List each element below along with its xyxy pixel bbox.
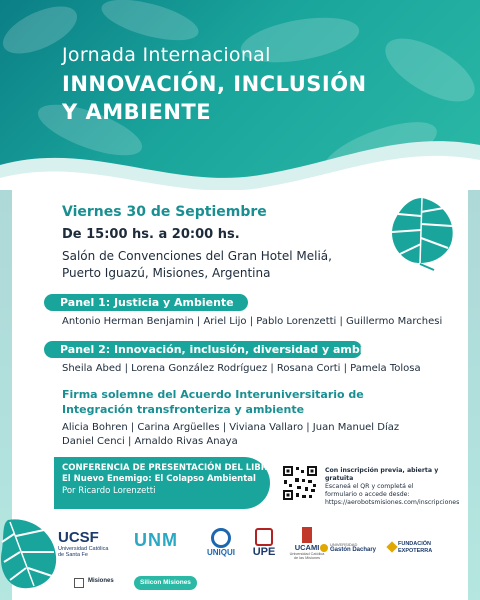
unm-logo-text: UNM: [134, 530, 178, 550]
logo-unm: [134, 530, 188, 551]
monstera-leaf-icon: [382, 192, 462, 272]
uniqui-logo-text: UNIQUI: [207, 548, 235, 557]
event-time: De 15:00 hs. a 20:00 hs.: [62, 227, 240, 242]
logo-fundacion-expoterra: [398, 541, 446, 555]
conference-heading: CONFERENCIA DE PRESENTACIÓN DEL LIBRO: [62, 463, 275, 473]
header-wave: [0, 120, 480, 190]
firma-title: Firma solemne del Acuerdo Interuniversitario de Integración transfronteriza y ambiente: [62, 388, 364, 416]
silicon-logo-text: Silicon Misiones: [140, 579, 191, 586]
misiones-emblem-icon: [74, 578, 84, 588]
ucami-logo-sub: Universidad Católica de las Misiones: [289, 552, 325, 560]
logo-gaston-dachary: [330, 542, 388, 553]
venue-line1: Salón de Convenciones del Gran Hotel Meliá,: [62, 249, 332, 263]
conference-book-title: El Nuevo Enemigo: El Colapso Ambiental: [62, 474, 256, 484]
panel-1-title: Panel 1: Justicia y Ambiente: [44, 294, 248, 311]
conference-banner: [54, 457, 275, 509]
event-title-line2: Y AMBIENTE: [62, 100, 212, 124]
gaston-dachary-emblem-icon: [320, 544, 328, 552]
logo-silicon-misiones: [134, 576, 197, 590]
firma-names-line1: Alicia Bohren | Carina Argüelles | Viviana Vallaro | Juan Manuel Díaz: [62, 422, 400, 433]
inscription-info: [325, 467, 465, 507]
panel-1-speakers: Antonio Herman Benjamin | Ariel Lijo | Pablo Lorenzetti | Guillermo Marchesi: [62, 316, 443, 327]
fundacion-line1: FUNDACIÓN: [398, 541, 431, 547]
upe-logo-text: UPE: [252, 546, 276, 558]
expoterra-emblem-icon: [386, 541, 397, 552]
monstera-leaf-icon: [0, 512, 62, 592]
inscription-form-text: formulario o accede desde:: [325, 491, 410, 498]
venue-line2: Puerto Iguazú, Misiones, Argentina: [62, 266, 271, 280]
event-kicker: Jornada Internacional: [62, 44, 271, 66]
ucami-logo-text: UCAMI: [294, 543, 320, 552]
fundacion-line2: EXPOTERRA: [398, 548, 433, 554]
logo-ucami: [288, 527, 326, 560]
logo-uniqui: [204, 528, 238, 557]
header-banner: [0, 0, 480, 190]
qr-code-icon[interactable]: [282, 465, 318, 501]
conference-author: Por Ricardo Lorenzetti: [62, 486, 156, 496]
inscription-scan-text: Escaneá el QR y completá el: [325, 483, 414, 490]
logo-ucsf: [58, 529, 108, 558]
firma-names-line2: Daniel Cenci | Arnaldo Rivas Anaya: [62, 436, 238, 447]
uniqui-emblem-icon: [211, 528, 231, 548]
logo-upe: [248, 528, 280, 558]
inscription-headline: Con inscripción previa, abierta y gratuita: [325, 467, 439, 482]
event-venue: [62, 248, 362, 282]
inscription-url[interactable]: https://aerobotsmisiones.com/inscripciones: [325, 499, 460, 506]
event-date: Viernes 30 de Septiembre: [62, 204, 267, 220]
event-title-line1: INNOVACIÓN, INCLUSIÓN: [62, 72, 367, 96]
ucsf-logo-sub2: de Santa Fe: [58, 552, 88, 558]
gaston-dachary-name: Gastón Dachary: [330, 547, 377, 553]
panel-2-title: Panel 2: Innovación, inclusión, diversidad y ambiente: [44, 341, 362, 358]
ucami-mark-icon: [302, 527, 312, 543]
misiones-logo-text: Misiones: [88, 578, 114, 584]
gaston-dachary-top: UNIVERSIDAD: [330, 542, 358, 547]
ucsf-logo-text: UCSF: [58, 529, 99, 546]
upe-shield-icon: [255, 528, 273, 546]
panel-2-speakers: Sheila Abed | Lorena González Rodríguez | Rosana Corti | Pamela Tolosa: [62, 363, 421, 374]
logo-misiones: [74, 578, 120, 584]
ucsf-logo-sub1: Universidad Católica: [58, 546, 109, 552]
